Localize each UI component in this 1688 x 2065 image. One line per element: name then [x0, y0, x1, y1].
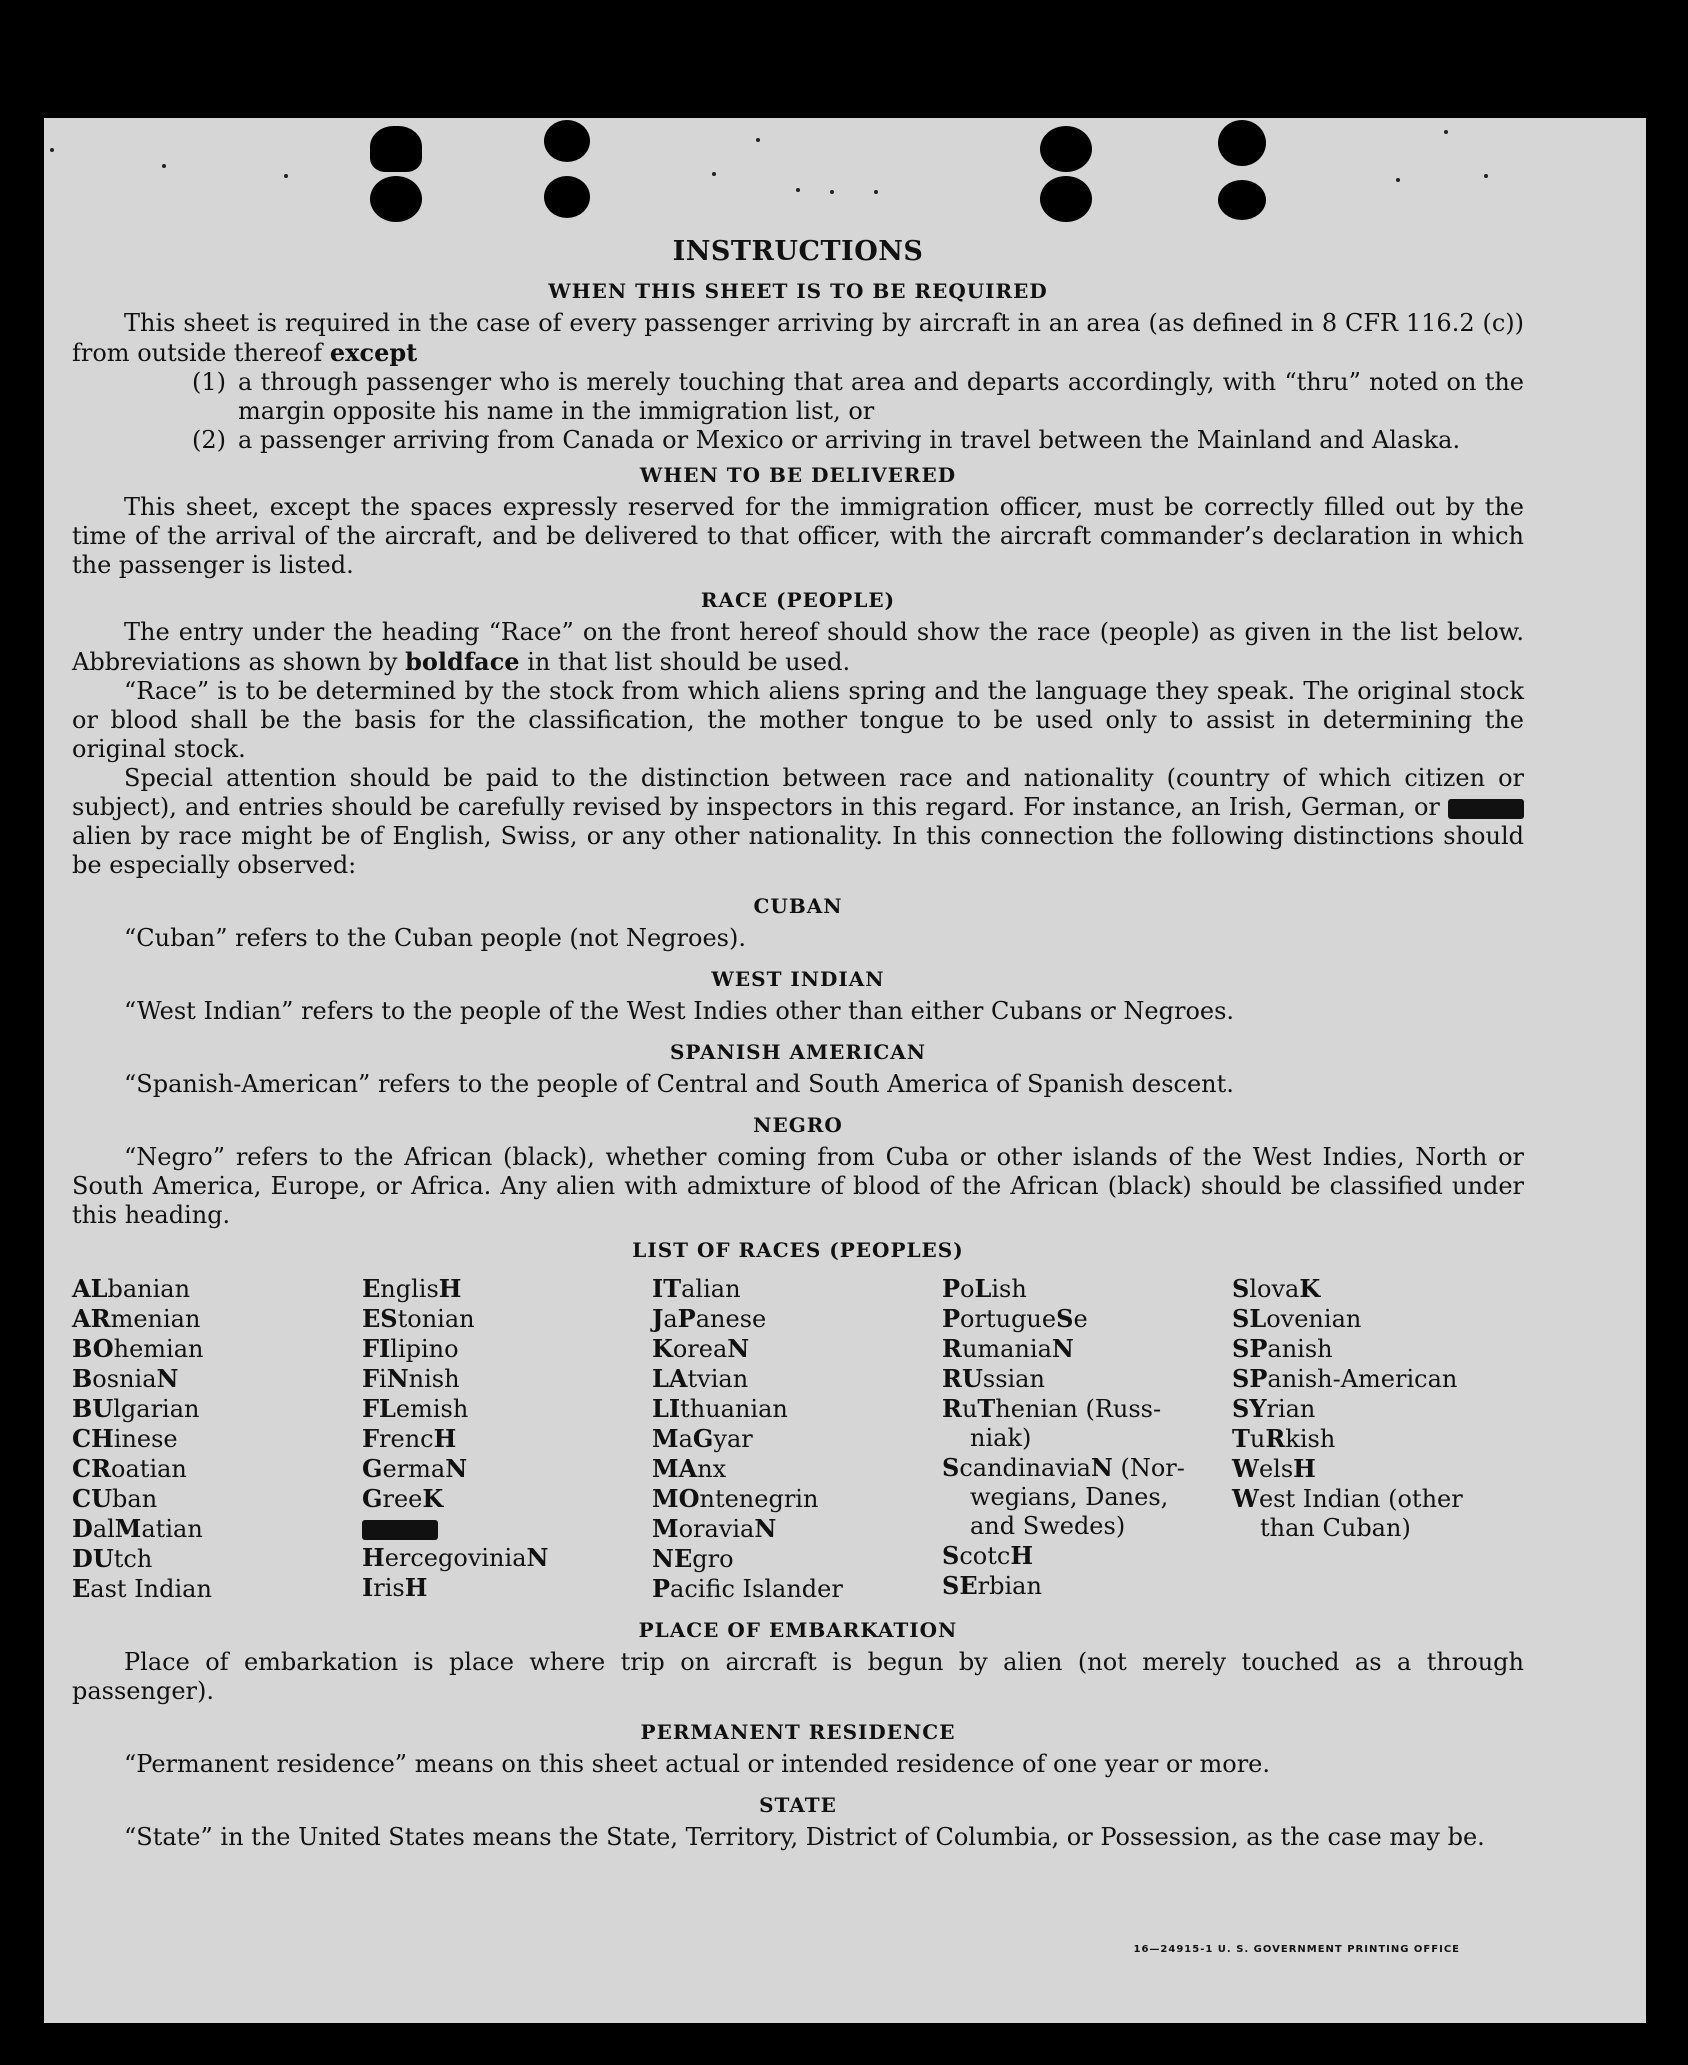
race-abbreviation: K: [652, 1334, 673, 1363]
race-entry: [652, 1454, 942, 1484]
race-abbreviation: LI: [652, 1394, 681, 1423]
race-abbreviation: AL: [72, 1274, 108, 1303]
race-abbreviation: MO: [652, 1484, 700, 1513]
heading-embarkation: PLACE OF EMBARKATION: [638, 1618, 958, 1642]
race-abbreviation: W: [1232, 1454, 1259, 1483]
race-abbreviation: E: [72, 1574, 91, 1603]
heading-cuban: CUBAN: [753, 894, 843, 918]
speck: [756, 138, 760, 142]
item-number: (1): [192, 368, 226, 396]
race-entry: [72, 1274, 362, 1304]
race-entry: than Cuban): [1260, 1514, 1411, 1542]
race-entry: [72, 1304, 362, 1334]
heading-when-delivered: WHEN TO BE DELIVERED: [639, 463, 957, 487]
text-required-intro: This sheet is required in the case of every passenger arriving by aircraft in an area (as defined in 8 CFR 116.2 (c)) from outside thereof: [72, 309, 1524, 367]
race-entry: [1232, 1424, 1524, 1454]
heading-state: STATE: [759, 1793, 837, 1817]
race-text: (Nor-: [1112, 1454, 1185, 1482]
race-text: ercegovinia: [384, 1544, 527, 1572]
race-text: i: [379, 1365, 387, 1393]
race-entry: [362, 1364, 652, 1394]
race-text: e: [1073, 1305, 1088, 1333]
race-abbreviation: I: [362, 1573, 374, 1602]
race-abbreviation: P: [942, 1274, 961, 1303]
paragraph-race-3: [72, 764, 1524, 880]
speck: [874, 190, 878, 194]
race-text: ovenian: [1266, 1305, 1362, 1333]
race-abbreviation: M: [652, 1424, 679, 1453]
race-abbreviation: L: [974, 1274, 992, 1303]
race-abbreviation: P: [942, 1304, 961, 1333]
race-abbreviation: SP: [1232, 1364, 1268, 1393]
race-text: al: [92, 1515, 115, 1543]
race-abbreviation: CU: [72, 1484, 113, 1513]
race-entry: [1232, 1364, 1524, 1394]
race-text: lgarian: [113, 1395, 200, 1423]
race-entry: [72, 1514, 362, 1544]
race-abbreviation: IT: [652, 1274, 682, 1303]
race-abbreviation: MA: [652, 1454, 698, 1483]
race-abbreviation: D: [72, 1514, 93, 1543]
redaction-mark: [1448, 799, 1524, 819]
punch-hole: [1040, 176, 1092, 222]
paragraph-permanent-residence: “Permanent residence” means on this sheet actual or intended residence of one year or more.: [124, 1750, 1270, 1778]
race-text: anish: [1267, 1335, 1333, 1363]
race-text: atian: [141, 1515, 203, 1543]
race-text: u: [961, 1395, 978, 1423]
race-entry: [362, 1394, 652, 1424]
race-entry: [942, 1364, 1232, 1394]
race-entry: [942, 1304, 1232, 1334]
race-abbreviation: F: [362, 1364, 380, 1393]
race-entry: [942, 1571, 1232, 1601]
race-abbreviation: T: [1232, 1424, 1250, 1453]
text-race-3a: Special attention should be paid to the distinction between race and nationality (country of which citizen or subject), and entries should be carefully revised by inspectors in this regard. For instance, an Irish, German, or: [72, 764, 1524, 821]
race-text: orea: [672, 1335, 728, 1363]
race-text: oatian: [111, 1455, 187, 1483]
race-text: anish-American: [1267, 1365, 1458, 1393]
race-entry: [652, 1274, 942, 1304]
race-text: a: [678, 1425, 693, 1453]
race-text: ris: [373, 1574, 405, 1602]
heading-west-indian: WEST INDIAN: [711, 967, 885, 991]
race-abbreviation: N: [386, 1364, 409, 1393]
heading-permanent-residence: PERMANENT RESIDENCE: [640, 1720, 956, 1744]
race-entry: [72, 1544, 362, 1574]
race-entry: [942, 1394, 1232, 1424]
race-text: u: [1249, 1425, 1266, 1453]
speck: [162, 164, 166, 168]
race-text: menian: [110, 1305, 201, 1333]
race-abbreviation: K: [1299, 1274, 1321, 1303]
race-abbreviation: S: [942, 1541, 960, 1570]
race-abbreviation: H: [1293, 1454, 1316, 1483]
speck: [1396, 178, 1400, 182]
race-abbreviation: S: [942, 1453, 960, 1482]
speck: [830, 190, 834, 194]
race-entry: [652, 1574, 942, 1604]
race-entry: [362, 1543, 652, 1573]
race-abbreviation: G: [362, 1454, 383, 1483]
race-text: anese: [695, 1305, 767, 1333]
race-entry: [362, 1274, 652, 1304]
race-abbreviation: P: [677, 1304, 696, 1333]
race-text: ish: [991, 1275, 1027, 1303]
race-text: ban: [112, 1485, 158, 1513]
race-entry: [72, 1334, 362, 1364]
race-entry: [652, 1484, 942, 1514]
race-abbreviation: J: [652, 1304, 664, 1333]
punch-hole: [370, 126, 422, 172]
text-race-1a: The entry under the heading “Race” on the front hereof should show the race (people) as given in the list below. Abbreviations as shown by: [72, 618, 1524, 676]
race-abbreviation: AR: [72, 1304, 111, 1333]
race-entry: [942, 1274, 1232, 1304]
race-text: a: [663, 1305, 678, 1333]
text-required-except: except: [329, 338, 418, 367]
race-abbreviation: N: [1090, 1453, 1113, 1482]
race-abbreviation: H: [433, 1424, 457, 1453]
races-column: [652, 1274, 942, 1604]
race-abbreviation: NE: [652, 1544, 693, 1573]
race-entry: [72, 1364, 362, 1394]
race-text: candinavia: [959, 1454, 1091, 1482]
race-abbreviation: N: [526, 1543, 549, 1572]
race-entry: [652, 1394, 942, 1424]
race-text: umania: [961, 1335, 1052, 1363]
race-entry: [1232, 1484, 1524, 1514]
race-text: oravia: [678, 1515, 755, 1543]
races-column: [362, 1274, 652, 1604]
race-abbreviation: N: [445, 1454, 468, 1483]
race-entry: [1232, 1274, 1524, 1304]
races-column: [1232, 1274, 1524, 1604]
speck: [284, 174, 288, 178]
race-text: o: [960, 1275, 975, 1303]
race-text: ast Indian: [90, 1575, 212, 1603]
race-text: ssian: [982, 1365, 1045, 1393]
race-text: yar: [713, 1425, 753, 1453]
race-text: rbian: [977, 1572, 1042, 1600]
speck: [712, 172, 716, 176]
race-text: gro: [692, 1545, 734, 1573]
paragraph-required: [72, 309, 1524, 368]
text-race-3b: alien by race might be of English, Swiss, or any other nationality. In this connection the following distinctions should be especially observed:: [72, 822, 1524, 879]
heading-when-required: WHEN THIS SHEET IS TO BE REQUIRED: [548, 279, 1048, 303]
race-text: nish: [408, 1365, 460, 1393]
speck: [796, 188, 800, 192]
race-text: tvian: [687, 1365, 749, 1393]
race-abbreviation: SY: [1232, 1394, 1267, 1423]
speck: [50, 148, 54, 152]
punch-hole: [370, 176, 422, 222]
race-entry: [362, 1454, 652, 1484]
races-list: [72, 1274, 1524, 1604]
race-abbreviation: ES: [362, 1304, 398, 1333]
list-item: [72, 426, 1524, 455]
race-text: ntenegrin: [699, 1485, 819, 1513]
race-text: acific Islander: [670, 1575, 843, 1603]
race-entry: niak): [970, 1424, 1032, 1452]
race-entry: and Swedes): [970, 1512, 1126, 1540]
item-number: (2): [192, 426, 226, 454]
race-abbreviation: E: [362, 1274, 381, 1303]
race-text: renc: [379, 1425, 434, 1453]
race-abbreviation: SE: [942, 1571, 978, 1600]
speck: [1444, 130, 1448, 134]
paragraph-negro: “Negro” refers to the African (black), whether coming from Cuba or other islands of the West Indies, North or South America, Europe, or Africa. Any alien with admixture of blood of the African (black) should be classified under this heading.: [72, 1143, 1524, 1229]
race-abbreviation: N: [156, 1364, 179, 1393]
paragraph-spanish-american: “Spanish-American” refers to the people of Central and South America of Spanish descent.: [124, 1070, 1234, 1098]
race-abbreviation: H: [1010, 1541, 1034, 1570]
race-text: rian: [1266, 1395, 1316, 1423]
paragraph-race-2: “Race” is to be determined by the stock from which aliens spring and the language they speak. The original stock or blood shall be the basis for the classification, the mother tongue to be used only to assist in determining the original stock.: [72, 677, 1524, 763]
race-entry: [362, 1484, 652, 1514]
race-entry: [942, 1453, 1232, 1483]
race-abbreviation: RU: [942, 1364, 983, 1393]
race-text: tch: [113, 1545, 153, 1573]
race-entry: [72, 1574, 362, 1604]
paragraph-cuban: “Cuban” refers to the Cuban people (not Negroes).: [124, 924, 746, 952]
race-entry: [652, 1334, 942, 1364]
punch-hole: [1040, 126, 1092, 172]
race-entry: [362, 1334, 652, 1364]
speck: [1484, 174, 1488, 178]
race-abbreviation: BU: [72, 1394, 114, 1423]
race-text: emish: [395, 1395, 469, 1423]
race-entry: [652, 1304, 942, 1334]
list-item: [72, 368, 1524, 426]
race-text: lipino: [390, 1335, 459, 1363]
race-entry: [72, 1454, 362, 1484]
race-text: els: [1258, 1455, 1294, 1483]
race-abbreviation: B: [72, 1364, 93, 1393]
heading-list-of-races: LIST OF RACES (PEOPLES): [632, 1238, 964, 1262]
page-title: INSTRUCTIONS: [672, 236, 924, 267]
race-text: erma: [382, 1455, 446, 1483]
race-abbreviation: CH: [72, 1424, 114, 1453]
race-abbreviation: LA: [652, 1364, 688, 1393]
race-entry: [362, 1304, 652, 1334]
text-race-boldface: boldface: [405, 647, 520, 676]
race-entry: [652, 1364, 942, 1394]
race-abbreviation: BO: [72, 1334, 114, 1363]
races-column: [72, 1274, 362, 1604]
race-abbreviation: N: [754, 1514, 777, 1543]
race-abbreviation: H: [362, 1543, 385, 1572]
race-abbreviation: T: [977, 1394, 996, 1423]
race-text: ree: [382, 1485, 423, 1513]
race-abbreviation: H: [404, 1573, 428, 1602]
race-abbreviation: F: [362, 1424, 380, 1453]
race-entry: [362, 1424, 652, 1454]
race-abbreviation: S: [1232, 1274, 1250, 1303]
heading-race: RACE (PEOPLE): [700, 588, 896, 612]
race-text: tonian: [397, 1305, 475, 1333]
race-entry: [362, 1514, 652, 1543]
race-abbreviation: K: [422, 1484, 444, 1513]
race-abbreviation: G: [362, 1484, 383, 1513]
race-entry: [652, 1544, 942, 1574]
race-text: hemian: [113, 1335, 204, 1363]
race-text: osnia: [92, 1365, 157, 1393]
race-abbreviation: P: [652, 1574, 671, 1603]
race-abbreviation: M: [652, 1514, 679, 1543]
punch-hole: [544, 176, 590, 218]
document-sheet: [44, 118, 1646, 2023]
printing-office-code: 16—24915-1 U. S. GOVERNMENT PRINTING OFFICE: [1133, 1944, 1460, 1955]
race-abbreviation: M: [114, 1514, 142, 1543]
race-entry: [72, 1394, 362, 1424]
race-abbreviation: G: [692, 1424, 714, 1453]
race-entry: [942, 1541, 1232, 1571]
race-text: alian: [681, 1275, 741, 1303]
paragraph-delivered: This sheet, except the spaces expressly reserved for the immigration officer, must be correctly filled out by the time of the arrival of the aircraft, and be delivered to that officer, with the aircraft commander’s declaration in which the passenger is listed.: [72, 493, 1524, 579]
race-entry: [72, 1424, 362, 1454]
race-text: lova: [1249, 1275, 1300, 1303]
punch-hole: [544, 120, 590, 162]
race-entry: [942, 1334, 1232, 1364]
punch-hole: [1218, 120, 1266, 166]
heading-negro: NEGRO: [753, 1113, 843, 1137]
race-entry: [1232, 1394, 1524, 1424]
race-entry: [1232, 1334, 1524, 1364]
race-abbreviation: R: [1265, 1424, 1286, 1453]
race-abbreviation: S: [1056, 1304, 1074, 1333]
race-text: henian (Russ-: [995, 1395, 1162, 1423]
race-abbreviation: FL: [362, 1394, 396, 1423]
race-text: nx: [697, 1455, 727, 1483]
text-race-1b: in that list should be used.: [527, 648, 851, 676]
race-text: inese: [113, 1425, 178, 1453]
paragraph-state: “State” in the United States means the State, Territory, District of Columbia, or Possession, as the case may be.: [124, 1823, 1485, 1851]
race-abbreviation: R: [942, 1334, 962, 1363]
race-abbreviation: FI: [362, 1334, 391, 1363]
item-text: a through passenger who is merely touching that area and departs accordingly, with “thru” noted on the margin opposite his name in the immigration list, or: [238, 368, 1524, 425]
race-text: cotc: [959, 1542, 1011, 1570]
race-text: banian: [107, 1275, 191, 1303]
punch-hole: [1218, 180, 1266, 220]
race-text: nglis: [380, 1275, 439, 1303]
race-text: thuanian: [680, 1395, 788, 1423]
race-abbreviation: N: [727, 1334, 750, 1363]
paragraph-race-1: [72, 618, 1524, 677]
race-entry: [652, 1514, 942, 1544]
heading-spanish-american: SPANISH AMERICAN: [669, 1040, 927, 1064]
race-entry: [1232, 1454, 1524, 1484]
race-entry: [652, 1424, 942, 1454]
race-entry: wegians, Danes,: [970, 1483, 1169, 1511]
race-entry: [72, 1484, 362, 1514]
race-abbreviation: CR: [72, 1454, 112, 1483]
race-entry: [362, 1573, 652, 1603]
race-entry: [1232, 1304, 1524, 1334]
race-abbreviation: R: [942, 1394, 962, 1423]
race-text: ortugue: [960, 1305, 1057, 1333]
paragraph-west-indian: “West Indian” refers to the people of the West Indies other than either Cubans or Negroes.: [124, 997, 1235, 1025]
race-abbreviation: H: [438, 1274, 462, 1303]
race-abbreviation: SP: [1232, 1334, 1268, 1363]
race-text: est Indian (other: [1258, 1485, 1463, 1513]
race-abbreviation: DU: [72, 1544, 114, 1573]
race-abbreviation: N: [1051, 1334, 1074, 1363]
item-text: a passenger arriving from Canada or Mexico or arriving in travel between the Mainland and Alaska.: [238, 426, 1461, 454]
race-abbreviation: SL: [1232, 1304, 1267, 1333]
document-body: [72, 236, 1524, 1852]
redaction-mark: [362, 1520, 438, 1540]
races-column: [942, 1274, 1232, 1604]
race-abbreviation: W: [1232, 1484, 1259, 1513]
race-text: kish: [1285, 1425, 1336, 1453]
paragraph-embarkation: Place of embarkation is place where trip on aircraft is begun by alien (not merely touched as a through passenger).: [72, 1648, 1524, 1705]
